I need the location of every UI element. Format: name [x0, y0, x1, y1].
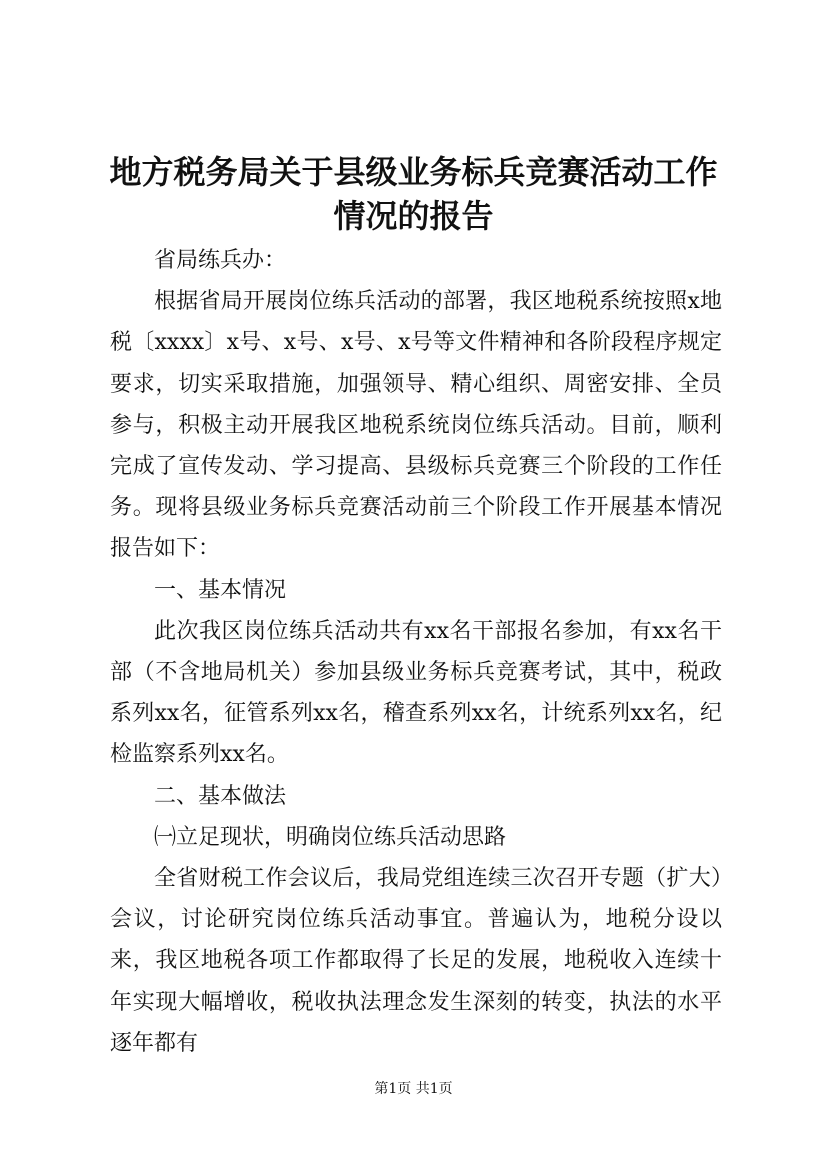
document-body: [110, 240, 722, 1064]
page-number-footer: 第1页 共1页: [374, 1081, 453, 1097]
paragraph-practices: 全省财税工作会议后，我局党组连续三次召开专题（扩大）会议，讨论研究岗位练兵活动事宜。普遍认为，地税分设以来，我区地税各项工作都取得了长足的发展，地税收入连续十年实现大幅增收，税收执法理念发生深刻的转变，执法的水平逐年都有: [110, 866, 722, 1056]
section-heading-basic-situation: 一、基本情况: [154, 577, 287, 603]
paragraph-intro: 根据省局开展岗位练兵活动的部署，我区地税系统按照x地税〔xxxx〕x号、x号、x号、x号等文件精神和各阶段程序规定要求，切实采取措施，加强领导、精心组织、周密安排、全员参与，积极主动开展我区地税系统岗位练兵活动。目前，顺利完成了宣传发动、学习提高、县级标兵竞赛三个阶段的工作任务。现将县级业务标兵竞赛活动前三个阶段工作开展基本情况报告如下：: [110, 289, 722, 562]
document-title: 地方税务局关于县级业务标兵竞赛活动工作情况的报告: [109, 153, 718, 235]
salutation: 省局练兵办：: [154, 248, 287, 273]
subsection-heading-1: ㈠立足现状，明确岗位练兵活动思路: [154, 824, 507, 850]
section-heading-basic-practices: 二、基本做法: [154, 783, 287, 809]
paragraph-basic-situation: 此次我区岗位练兵活动共有xx名干部报名参加，有xx名干部（不含地局机关）参加县级业务标兵竞赛考试，其中，税政系列xx名，征管系列xx名，稽查系列xx名，计统系列xx名，纪检监察系列xx名。: [110, 618, 722, 768]
